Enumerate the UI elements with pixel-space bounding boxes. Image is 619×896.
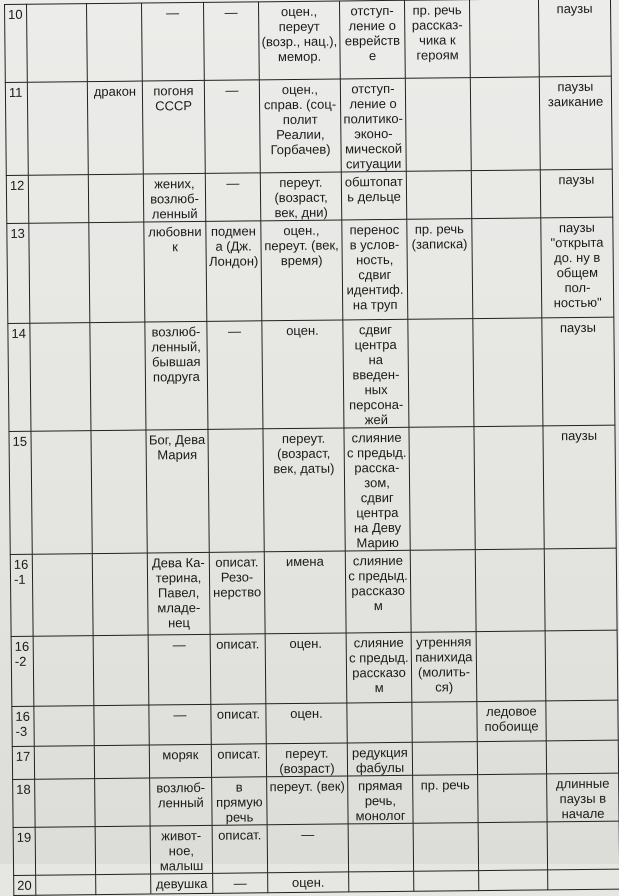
row-number: 10 bbox=[5, 4, 28, 82]
col-2-cell bbox=[94, 705, 149, 746]
col-7-cell bbox=[410, 550, 476, 633]
col-2-cell bbox=[91, 430, 147, 554]
col-2-cell bbox=[89, 222, 145, 323]
col-6-cell: слияние с предыд. рассказом bbox=[346, 632, 412, 703]
table-body bbox=[5, 0, 619, 895]
col-2-cell bbox=[95, 826, 150, 875]
col-1-cell bbox=[27, 4, 88, 83]
col-7-cell bbox=[409, 427, 475, 551]
col-7-cell: пр. речь bbox=[413, 775, 478, 824]
col-8-cell bbox=[473, 318, 543, 427]
col-5-cell: переут. (возраст) bbox=[266, 743, 347, 777]
col-3-cell: Дева Катерина, Павел, младенец bbox=[147, 552, 210, 635]
table-row bbox=[13, 773, 619, 827]
col-6-cell: отступление о еврействе bbox=[339, 0, 405, 79]
col-4-cell bbox=[208, 429, 264, 553]
col-9-cell: паузы заикание bbox=[539, 76, 612, 170]
col-4-cell: описат. Резонерство bbox=[209, 552, 265, 635]
col-1-cell bbox=[34, 746, 94, 780]
col-3-cell: девушка bbox=[151, 873, 213, 894]
col-5-cell: — bbox=[267, 824, 348, 873]
col-9-cell: паузы bbox=[542, 317, 615, 426]
col-4-cell: описат. bbox=[210, 634, 266, 705]
col-9-cell bbox=[545, 630, 618, 701]
row-number: 16-3 bbox=[12, 706, 34, 746]
row-number: 14 bbox=[8, 323, 31, 431]
col-6-cell: сдвиг центра на введенных персонажей bbox=[343, 319, 409, 428]
col-4-cell: — bbox=[203, 2, 259, 81]
col-4-cell: — bbox=[205, 173, 260, 222]
col-2-cell bbox=[95, 778, 150, 827]
col-8-cell bbox=[478, 774, 547, 823]
col-5-cell: оцен. bbox=[262, 320, 344, 429]
row-number: 19 bbox=[13, 827, 36, 875]
table-row bbox=[5, 0, 612, 82]
col-1-cell bbox=[28, 175, 88, 224]
table-row bbox=[11, 630, 618, 706]
col-3-cell: животное, малыш bbox=[150, 825, 212, 874]
col-3-cell: — bbox=[141, 2, 204, 81]
col-6-cell: перенос в условность, сдвиг идентиф. на труп bbox=[342, 219, 408, 320]
table-row bbox=[6, 169, 612, 223]
col-9-cell: паузы bbox=[543, 425, 616, 549]
col-5-cell: оцен. bbox=[268, 872, 349, 893]
col-9-cell: длинные паузы в начале bbox=[547, 773, 619, 822]
col-3-cell: погоня СССР bbox=[142, 80, 205, 174]
col-8-cell bbox=[477, 741, 546, 775]
col-7-cell bbox=[408, 319, 474, 428]
col-5-cell: переут. (возраст, век, дни) bbox=[260, 172, 341, 221]
col-2-cell bbox=[96, 874, 151, 895]
col-8-cell: ледовое побоище bbox=[477, 701, 546, 742]
col-1-cell bbox=[27, 82, 88, 176]
row-number: 18 bbox=[13, 779, 36, 827]
row-number: 16-2 bbox=[11, 636, 34, 706]
row-number: 12 bbox=[6, 175, 29, 223]
table-row bbox=[8, 317, 615, 431]
col-1-cell bbox=[30, 323, 91, 432]
col-3-cell: возлюбленный, бывшая подруга bbox=[145, 321, 208, 430]
col-7-cell: утренняя панихида (молиться) bbox=[411, 632, 477, 703]
col-6-cell: слияние с предыд. рассказом, сдвиг центра на Деву Марию bbox=[344, 427, 410, 551]
analysis-table bbox=[4, 0, 619, 896]
col-3-cell: — bbox=[148, 634, 211, 705]
col-3-cell: — bbox=[149, 704, 211, 745]
row-number: 20 bbox=[14, 875, 36, 895]
col-3-cell: Бог, Дева Мария bbox=[146, 429, 209, 553]
col-3-cell: любовник bbox=[144, 221, 207, 322]
col-3-cell: возлюбленный bbox=[150, 777, 212, 826]
col-6-cell: обштопать дельце bbox=[341, 171, 406, 220]
col-7-cell bbox=[414, 871, 479, 892]
col-2-cell bbox=[94, 745, 149, 779]
col-9-cell bbox=[548, 869, 619, 890]
col-5-cell: оцен. bbox=[266, 703, 347, 744]
table-row bbox=[10, 548, 617, 636]
col-4-cell: — bbox=[213, 873, 268, 894]
col-5-cell: оцен., справ. (соц-полит Реалии, Горбачев) bbox=[259, 79, 341, 173]
row-number: 15 bbox=[9, 431, 32, 554]
col-4-cell: описат. bbox=[211, 744, 266, 778]
col-9-cell bbox=[544, 548, 617, 631]
col-7-cell bbox=[405, 78, 471, 172]
col-7-cell bbox=[412, 742, 477, 776]
col-6-cell: редукция фабулы bbox=[347, 742, 412, 776]
col-1-cell bbox=[35, 827, 95, 876]
col-8-cell bbox=[469, 0, 539, 78]
col-3-cell: жених, возлюбленный bbox=[143, 173, 205, 222]
table-row bbox=[12, 700, 618, 746]
col-7-cell bbox=[406, 171, 471, 220]
col-6-cell bbox=[347, 702, 412, 743]
col-5-cell: имена bbox=[264, 551, 346, 634]
col-4-cell: подмена (Дж. Лондон) bbox=[206, 221, 262, 322]
table-row bbox=[7, 217, 614, 323]
col-7-cell bbox=[412, 702, 477, 743]
col-4-cell: — bbox=[204, 80, 260, 174]
row-number: 13 bbox=[7, 223, 30, 323]
table-row bbox=[5, 76, 612, 175]
row-number: 17 bbox=[12, 746, 34, 779]
col-2-cell bbox=[93, 635, 149, 706]
col-2-cell bbox=[92, 553, 148, 636]
col-3-cell: моряк bbox=[149, 744, 211, 778]
col-4-cell: в прямую речь bbox=[212, 777, 267, 826]
col-6-cell bbox=[349, 871, 414, 892]
col-8-cell bbox=[475, 549, 545, 632]
col-7-cell: пр. речь рассказчика к героям bbox=[404, 0, 470, 78]
col-2-cell bbox=[88, 174, 143, 223]
col-8-cell bbox=[470, 77, 540, 171]
col-4-cell: описат. bbox=[212, 825, 267, 874]
col-1-cell bbox=[36, 875, 96, 896]
col-1-cell bbox=[31, 431, 92, 555]
table-row bbox=[9, 425, 616, 554]
table-row bbox=[13, 821, 619, 875]
col-1-cell bbox=[29, 223, 90, 324]
col-6-cell bbox=[348, 823, 413, 872]
col-4-cell: описат. bbox=[211, 704, 266, 745]
col-7-cell: пр. речь (записка) bbox=[407, 219, 473, 320]
col-8-cell bbox=[471, 170, 540, 219]
col-9-cell bbox=[546, 700, 618, 741]
col-1-cell bbox=[33, 636, 94, 707]
col-2-cell bbox=[87, 3, 143, 82]
col-9-cell: паузы "открыта до. ну в общем полностью" bbox=[541, 217, 614, 318]
col-6-cell: слияние с предыд. рассказом bbox=[345, 550, 411, 633]
col-8-cell bbox=[472, 218, 542, 319]
col-6-cell: прямая речь, монолог bbox=[348, 775, 413, 824]
col-2-cell bbox=[90, 322, 146, 431]
row-number: 16-1 bbox=[10, 554, 33, 636]
col-9-cell: паузы bbox=[538, 0, 611, 77]
col-1-cell bbox=[32, 554, 93, 637]
col-1-cell bbox=[35, 779, 95, 828]
col-1-cell bbox=[34, 706, 94, 747]
col-9-cell bbox=[546, 740, 618, 774]
col-9-cell bbox=[547, 821, 619, 870]
col-4-cell: — bbox=[207, 321, 263, 430]
col-9-cell: паузы bbox=[540, 169, 612, 218]
col-2-cell: дракон bbox=[87, 81, 143, 175]
col-6-cell: отступление о политико-экономической ситуации bbox=[340, 78, 406, 172]
row-number: 11 bbox=[5, 82, 28, 175]
col-8-cell bbox=[474, 426, 544, 550]
col-5-cell: оцен., переут. (век, время) bbox=[261, 220, 343, 321]
col-5-cell: переут. (век) bbox=[267, 776, 348, 825]
col-8-cell bbox=[478, 822, 547, 871]
col-5-cell: оцен. bbox=[265, 633, 347, 704]
col-5-cell: переут. (возраст, век, даты) bbox=[263, 428, 345, 552]
col-8-cell bbox=[476, 631, 546, 702]
col-5-cell: оцен., переут (возр., нац.), мемор. bbox=[258, 1, 340, 80]
col-8-cell bbox=[479, 870, 548, 891]
